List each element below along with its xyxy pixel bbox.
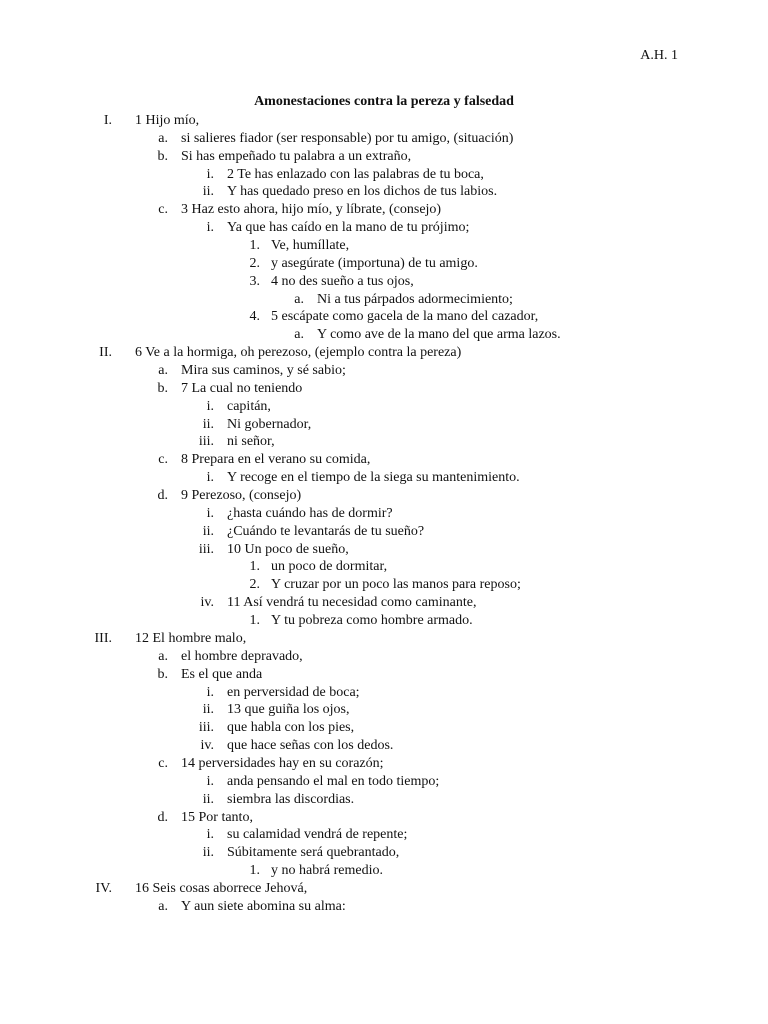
page-header: A.H. 1 xyxy=(640,48,678,63)
outline-item xyxy=(0,737,768,755)
outline-item-text: Ya que has caído en la mano de tu prójimo; xyxy=(227,220,470,236)
outline-item xyxy=(0,380,768,398)
outline-item-marker: ii. xyxy=(202,184,214,200)
outline-item xyxy=(0,684,768,702)
outline-item xyxy=(0,773,768,791)
outline-item-marker: i. xyxy=(206,470,214,486)
outline-item xyxy=(0,648,768,666)
outline-item-marker: b. xyxy=(157,380,168,396)
outline-item xyxy=(0,880,768,898)
outline-item xyxy=(0,844,768,862)
outline-item xyxy=(0,594,768,612)
outline-item-marker: 1. xyxy=(249,613,260,629)
outline-item-text: ¿hasta cuándo has de dormir? xyxy=(227,505,393,521)
outline-list xyxy=(0,112,768,916)
outline-item-text: el hombre depravado, xyxy=(181,648,303,664)
outline-item-text: 3 Haz esto ahora, hijo mío, y líbrate, (consejo) xyxy=(181,202,442,218)
outline-item xyxy=(0,701,768,719)
outline-item xyxy=(0,273,768,291)
outline-item xyxy=(0,219,768,237)
outline-item-text: 12 El hombre malo, xyxy=(135,630,247,646)
outline-item-text: 8 Prepara en el verano su comida, xyxy=(181,452,371,468)
outline-item-marker: d. xyxy=(157,809,168,825)
outline-item xyxy=(0,505,768,523)
outline-item xyxy=(0,630,768,648)
outline-item xyxy=(0,237,768,255)
outline-item-text: un poco de dormitar, xyxy=(271,559,388,575)
outline-item xyxy=(0,666,768,684)
outline-item-text: que hace señas con los dedos. xyxy=(227,738,394,754)
outline-item-marker: c. xyxy=(158,755,168,771)
outline-item-text: siembra las discordias. xyxy=(227,791,355,807)
outline-item xyxy=(0,469,768,487)
outline-item xyxy=(0,398,768,416)
outline-item xyxy=(0,523,768,541)
outline-item-marker: II. xyxy=(99,345,112,361)
outline-item-marker: III. xyxy=(94,630,112,646)
outline-item-marker: iii. xyxy=(198,541,214,557)
outline-item xyxy=(0,791,768,809)
outline-item-marker: ii. xyxy=(202,791,214,807)
outline-item-text: Y recoge en el tiempo de la siega su mantenimiento. xyxy=(227,470,520,486)
outline-item-marker: 1. xyxy=(249,559,260,575)
outline-item-marker: i. xyxy=(206,684,214,700)
outline-item-marker: i. xyxy=(206,505,214,521)
outline-item-marker: i. xyxy=(206,827,214,843)
outline-item-marker: 2. xyxy=(249,577,260,593)
outline-item-marker: a. xyxy=(294,291,304,307)
outline-item-marker: iv. xyxy=(200,738,214,754)
outline-item xyxy=(0,755,768,773)
outline-item-marker: ii. xyxy=(202,416,214,432)
outline-item xyxy=(0,308,768,326)
outline-item-text: 11 Así vendrá tu necesidad como caminante, xyxy=(227,595,477,611)
outline-item-marker: c. xyxy=(158,452,168,468)
outline-item xyxy=(0,862,768,880)
outline-item-text: en perversidad de boca; xyxy=(227,684,360,700)
outline-item-marker: 2. xyxy=(249,255,260,271)
document-title xyxy=(0,94,768,110)
outline-item-marker: a. xyxy=(158,130,168,146)
outline-item xyxy=(0,362,768,380)
outline-item-marker: 1. xyxy=(249,863,260,879)
outline-item-text: 2 Te has enlazado con las palabras de tu boca, xyxy=(227,166,484,182)
outline-item xyxy=(0,130,768,148)
outline-item xyxy=(0,201,768,219)
outline-item-marker: a. xyxy=(158,898,168,914)
outline-item-marker: b. xyxy=(157,148,168,164)
outline-item xyxy=(0,183,768,201)
outline-item-marker: i. xyxy=(206,773,214,789)
outline-item-marker: 4. xyxy=(249,309,260,325)
outline-item xyxy=(0,166,768,184)
outline-item xyxy=(0,576,768,594)
outline-item-marker: i. xyxy=(206,398,214,414)
outline-item xyxy=(0,487,768,505)
outline-item-text: Y has quedado preso en los dichos de tus labios. xyxy=(227,184,498,200)
outline-item-text: 10 Un poco de sueño, xyxy=(227,541,349,557)
outline-item-text: si salieres fiador (ser responsable) por tu amigo, (situación) xyxy=(181,130,514,146)
outline-item-marker: d. xyxy=(157,488,168,504)
outline-item-text: 4 no des sueño a tus ojos, xyxy=(271,273,414,289)
outline-item-text: 13 que guiña los ojos, xyxy=(227,702,350,718)
outline-item xyxy=(0,112,768,130)
document-title-text: Amonestaciones contra la pereza y falsedad xyxy=(254,94,514,109)
outline-item-text: 9 Perezoso, (consejo) xyxy=(181,488,302,504)
outline-item xyxy=(0,612,768,630)
outline-item-text: 6 Ve a la hormiga, oh perezoso, (ejemplo contra la pereza) xyxy=(135,345,462,361)
outline-item xyxy=(0,898,768,916)
outline-item xyxy=(0,255,768,273)
outline-item-text: Y cruzar por un poco las manos para reposo; xyxy=(271,577,521,593)
outline-item xyxy=(0,826,768,844)
outline-item-marker: a. xyxy=(158,648,168,664)
outline-item-marker: iii. xyxy=(198,434,214,450)
outline-item xyxy=(0,719,768,737)
outline-item-marker: 3. xyxy=(249,273,260,289)
outline-item-marker: I. xyxy=(103,113,112,128)
outline-item-text: Ni gobernador, xyxy=(227,416,312,432)
outline-item xyxy=(0,433,768,451)
outline-item xyxy=(0,148,768,166)
outline-item-text: 1 Hijo mío, xyxy=(135,113,200,128)
outline-item-text: Es el que anda xyxy=(181,666,263,682)
outline-item-text: y asegúrate (importuna) de tu amigo. xyxy=(271,255,478,271)
outline-item-text: Súbitamente será quebrantado, xyxy=(227,845,400,861)
outline-item xyxy=(0,416,768,434)
outline-item-text: 5 escápate como gacela de la mano del cazador, xyxy=(271,309,539,325)
outline-item xyxy=(0,809,768,827)
outline-item-text: Y tu pobreza como hombre armado. xyxy=(271,613,473,629)
outline-item-marker: a. xyxy=(158,363,168,379)
outline-item-text: ¿Cuándo te levantarás de tu sueño? xyxy=(227,523,425,539)
outline-item-marker: c. xyxy=(158,202,168,218)
outline-item xyxy=(0,326,768,344)
outline-item-text: Y aun siete abomina su alma: xyxy=(181,898,346,914)
outline-item-marker: ii. xyxy=(202,702,214,718)
outline-item-marker: i. xyxy=(206,166,214,182)
outline-item-marker: i. xyxy=(206,220,214,236)
outline-item xyxy=(0,558,768,576)
outline-item-marker: b. xyxy=(157,666,168,682)
outline-item xyxy=(0,451,768,469)
outline-item-text: Si has empeñado tu palabra a un extraño, xyxy=(181,148,412,164)
outline-item-text: que habla con los pies, xyxy=(227,720,355,736)
outline-item-text: ni señor, xyxy=(227,434,275,450)
outline-item-text: 16 Seis cosas aborrece Jehová, xyxy=(135,880,308,896)
outline-item-text: Mira sus caminos, y sé sabio; xyxy=(181,363,346,379)
outline-item-text: Ni a tus párpados adormecimiento; xyxy=(317,291,513,307)
outline-item-marker: IV. xyxy=(95,880,112,896)
outline-item-text: su calamidad vendrá de repente; xyxy=(227,827,408,843)
outline-item-marker: ii. xyxy=(202,845,214,861)
outline-item xyxy=(0,291,768,309)
outline-item-text: Y como ave de la mano del que arma lazos. xyxy=(317,327,561,343)
outline-item-text: 14 perversidades hay en su corazón; xyxy=(181,755,384,771)
outline-item-text: 15 Por tanto, xyxy=(181,809,253,825)
outline-item-text: y no habrá remedio. xyxy=(271,863,383,879)
outline-item-marker: a. xyxy=(294,327,304,343)
outline-item-marker: iii. xyxy=(198,720,214,736)
outline-item xyxy=(0,344,768,362)
outline-item xyxy=(0,541,768,559)
outline-item-marker: 1. xyxy=(249,238,260,254)
outline-item-text: capitán, xyxy=(227,398,271,414)
outline-item-marker: iv. xyxy=(200,595,214,611)
outline-item-marker: ii. xyxy=(202,523,214,539)
outline-item-text: 7 La cual no teniendo xyxy=(181,380,303,396)
outline-item-text: Ve, humíllate, xyxy=(271,238,350,254)
outline-item-text: anda pensando el mal en todo tiempo; xyxy=(227,773,440,789)
